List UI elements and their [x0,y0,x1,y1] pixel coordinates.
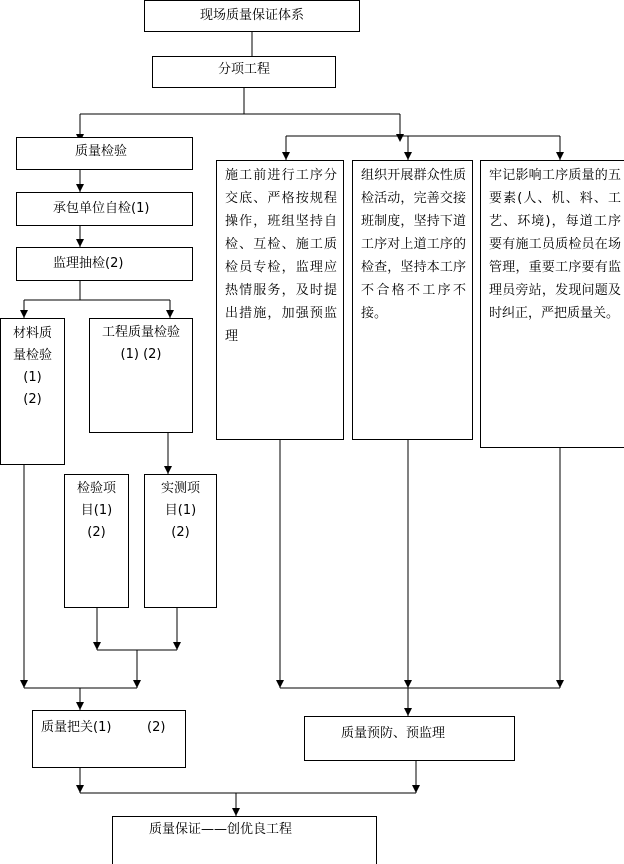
inspection-title-line1: 检验项 [76,481,116,496]
inspection-title-line2: 目(1) [80,503,113,518]
mass-activity-box [352,160,473,440]
construction-before-text: 施工前进行工序分交底、严格按规程操作，班组坚持自检、互检、施工质检员专检，监理应热情服务，及时提出措施，加强预监理 [225,168,337,344]
final-label: 质量保证——创优良工程 [149,822,293,837]
quality-check-label: 质量检验 [75,144,128,159]
material-title-line1: 材料质 [12,326,52,341]
five-factors-text: 牢记影响工序质量的五要素(人、机、料、工艺、环境)，每道工序要有施工员质检员在场管理，重要工序要有监理员旁站，发现问题及时纠正，严把质量关。 [489,168,621,321]
material-item-1: (1) [23,370,42,385]
measured-item-box [144,474,217,608]
measured-title-line2: 目(1) [164,503,197,518]
material-check-box [0,318,65,465]
quality-check-box [16,137,193,170]
quality-gate-label: 质量把关(1) [41,720,112,735]
measured-title-line1: 实测项 [160,481,200,496]
self-check-box [16,192,193,226]
quality-gate-label-2: (2) [147,720,166,735]
quality-prevention-label: 质量预防、预监理 [341,726,446,741]
self-check-label: 承包单位自检(1) [53,201,150,216]
construction-before-box [216,160,344,440]
mass-activity-text: 组织开展群众性质检活动，完善交接班制度，坚持下道工序对上道工序的检查，坚持本工序不合格不工序不接。 [361,168,466,321]
engineering-title: 工程质量检验 [101,325,180,340]
root-box [144,0,360,32]
root-label: 现场质量保证体系 [199,8,304,23]
engineering-check-box [89,318,193,433]
inspection-title-line3: (2) [87,525,106,540]
engineering-numbers: (1) (2) [120,347,162,362]
supervise-check-label: 监理抽检(2) [53,256,124,271]
five-factors-box [480,160,624,448]
quality-prevention-box [304,716,515,761]
final-box [112,816,377,864]
subitem-box [152,56,336,88]
quality-gate-box [32,710,186,768]
supervise-check-box [16,247,193,281]
material-title-line2: 量检验 [12,348,52,363]
subitem-label: 分项工程 [217,62,270,77]
measured-title-line3: (2) [171,525,190,540]
inspection-item-box [64,474,129,608]
material-item-2: (2) [23,392,42,407]
